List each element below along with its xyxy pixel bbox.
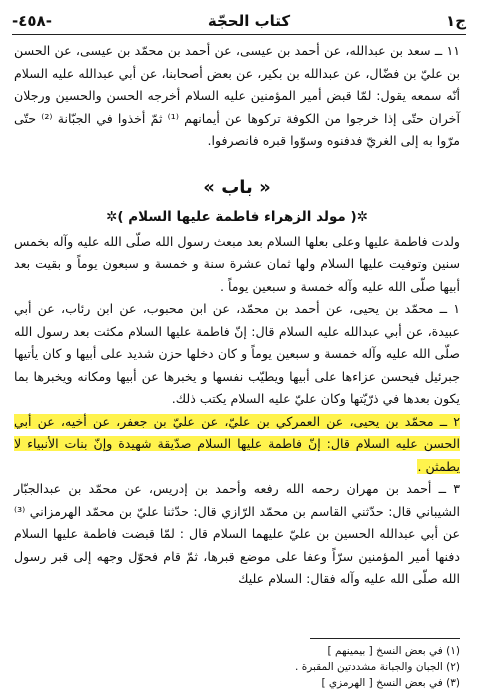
header-rule [12, 34, 466, 35]
main-text [14, 40, 460, 591]
highlighted-text: ٢ ــ محمّد بن يحيى، عن العمركي بن عليّ، عن عليّ بن جعفر، عن أخيه، عن أبي الحسن عليه السلام قال: إنّ فاطمة عليها السلام صدّيقة شهيدة وإنّ بنات الأنبياء لا يطمثن . [14, 413, 460, 474]
book-title: كتاب الحجّة [207, 12, 291, 30]
chapter-intro: ولدت فاطمة عليها وعلى بعلها السلام بعد مبعث رسول الله صلّى الله عليه وآله بخمس سنين وتوفيت عليها السلام ولها ثمان عشرة سنة و خمسة و سبعون يوماً و بقيت بعد أبيها صلّى الله عليه وآله خمسة و سبعين يوماً . [14, 233, 460, 294]
chapter-title: ✲( مولد الزهراء فاطمة عليها السلام )✲ [106, 208, 368, 225]
volume-label: ج١ [446, 12, 466, 30]
page-number: -٤٥٨- [12, 12, 52, 30]
hadith-2 [14, 411, 460, 479]
page-header [12, 10, 466, 32]
footnote-3: (٣) في بعض النسخ [ الهرمزي ] [321, 677, 460, 689]
section-heading-bab: « باب » [203, 176, 271, 198]
hadith-11: ١١ ــ سعد بن عبدالله، عن أحمد بن عيسى، عن أحمد بن محمّد بن عيسى، عن الحسن بن عليّ بن فضّال، عن عبدالله بن بكير، عن بعض أصحابنا، عن أبي عبدالله عليه السلام أنّه سمعه يقول: لمّا قبض أمير المؤمنين عليه السلام أخرجه الحسن والحسين ورجلان آخران حتّى إذا خرجوا من الكوفة تركوها عن أيمانهم ⁽¹⁾ ثمّ أخذوا في الجبّانة ⁽²⁾ حتّى مرّوا به إلى الغريّ فدفنوه وسوّوا قبره فانصرفوا. [14, 43, 460, 148]
footnotes [160, 643, 460, 691]
footnote-rule [310, 638, 460, 639]
footnote-1: (١) في بعض النسخ [ بيمينهم ] [327, 645, 460, 657]
hadith-1: ١ ــ محمّد بن يحيى، عن أحمد بن محمّد، عن ابن محبوب، عن ابن رئاب، عن أبي عبيدة، عن أبي عبدالله عليه السلام قال: إنّ فاطمة عليها السلام مكثت بعد رسول الله صلّى الله عليه وآله خمسة و سبعين يوماً و كان دخلها حزن شديد على أبيها و كان يأتيها جبرئيل فيحسن عزاءها على أبيها ويطيّب نفسها و يخبرها عن أبيها ومكانه ويخبرها بما يكون بعدها في ذرّيّتها وكان عليّ عليه السلام يكتب ذلك. [14, 301, 460, 406]
spacer [14, 153, 460, 167]
hadith-3: ٣ ــ أحمد بن مهران رحمه الله رفعه وأحمد بن إدريس، عن محمّد بن عبدالجبّار الشيباني قال: حدّثني القاسم بن محمّد الرّازي قال: حدّثنا عليّ بن محمّد الهرمزاني ⁽³⁾ عن أبي عبدالله الحسين بن عليّ عليهما السلام قال : لمّا قبضت فاطمة عليها السلام دفنها أمير المؤمنين سرّاً وعفا على موضع قبرها، ثمّ قام فحوّل وجهه إلى قبر رسول الله صلّى الله عليه وآله فقال: السلام عليك [14, 481, 460, 586]
footnote-2: (٢) الجبان والجبانة مشددتين المقبرة . [295, 661, 460, 673]
